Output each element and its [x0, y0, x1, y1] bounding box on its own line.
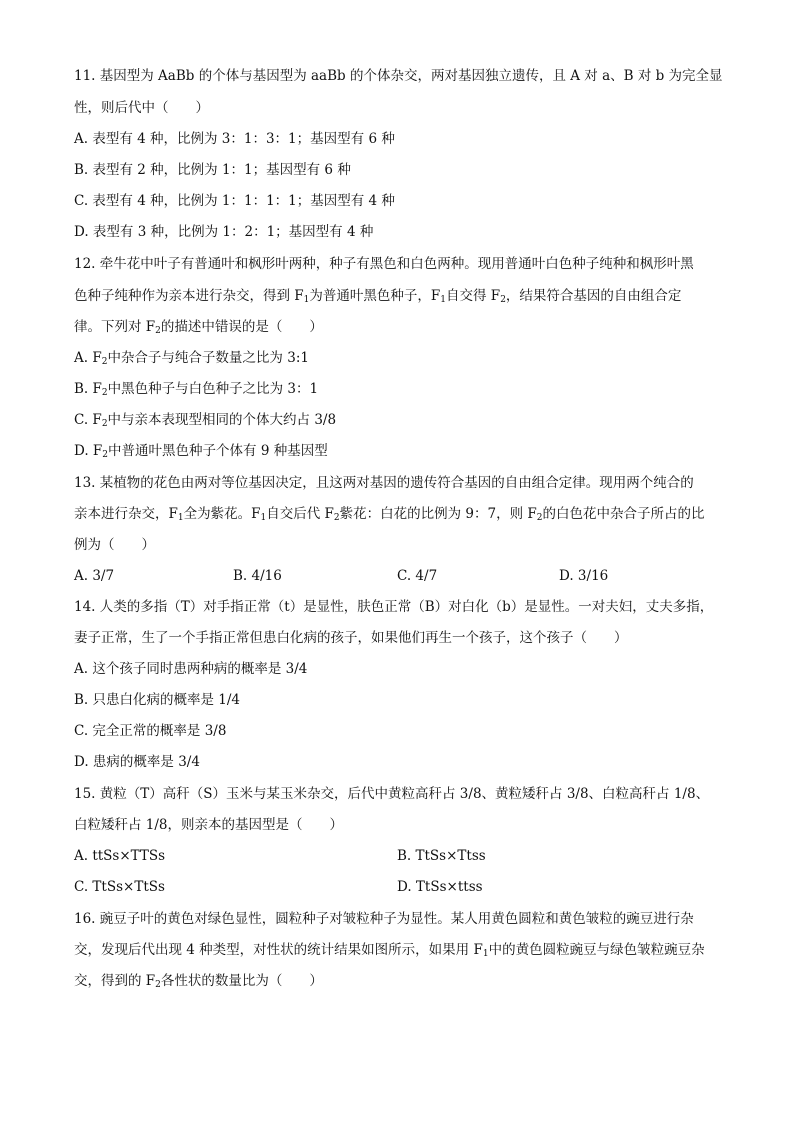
q13-stem-line1: 13. 某植物的花色由两对等位基因决定，且这两对基因的遗传符合基因的自由组合定律。现用两个纯合的: [74, 475, 694, 491]
q15-option-d: D. TtSs×ttss: [397, 879, 483, 895]
q11-option-d: D. 表型有 3 种，比例为 1：2：1；基因型有 4 种: [74, 224, 374, 240]
q13-option-a: A. 3/7: [74, 568, 115, 584]
q14-stem-line1: 14. 人类的多指（T）对手指正常（t）是显性，肤色正常（B）对白化（b）是显性。一对夫妇，丈夫多指，: [74, 599, 714, 615]
q15-option-b: B. TtSs×Ttss: [397, 848, 486, 864]
q14-option-a: A. 这个孩子同时患两种病的概率是 3/4: [74, 661, 308, 677]
q11-option-b: B. 表型有 2 种，比例为 1：1；基因型有 6 种: [74, 162, 351, 178]
q15-stem-line1: 15. 黄粒（T）高秆（S）玉米与某玉米杂交，后代中黄粒高秆占 3/8、黄粒矮秆占 3/8、白粒高秆占 1/8、: [74, 786, 710, 802]
q14-option-d: D. 患病的概率是 3/4: [74, 754, 200, 770]
q11-option-a: A. 表型有 4 种，比例为 3：1：3：1；基因型有 6 种: [74, 131, 395, 147]
q11-stem-line1: 11. 基因型为 AaBb 的个体与基因型为 aaBb 的个体杂交，两对基因独立遗传，且 A 对 a、B 对 b 为完全显: [74, 68, 723, 84]
q15-stem-line2: 白粒矮秆占 1/8，则亲本的基因型是（ ）: [74, 817, 344, 833]
q13-option-b: B. 4/16: [233, 568, 282, 584]
q12-stem-line2: 色种子纯种作为亲本进行杂交，得到 $F_1$为普通叶黑色种子，$F_1$自交得 $F_2$，结果符合基因的自由组合定: [74, 288, 682, 305]
q14-stem-line2: 妻子正常，生了一个手指正常但患白化病的孩子，如果他们再生一个孩子，这个孩子（ ）: [74, 630, 628, 646]
q13-stem-line2: 亲本进行杂交，$F_1$全为紫花。$F_1$自交后代 $F_2$紫花：白花的比例为 9：7，则 $F_2$的白色花中杂合子所占的比: [74, 506, 705, 523]
q16-stem-line2: 交，发现后代出现 4 种类型，对性状的统计结果如图所示，如果用 $F_1$中的黄色圆粒豌豆与绿色皱粒豌豆杂: [74, 942, 705, 959]
q13-option-d: D. 3/16: [559, 568, 609, 584]
q15-option-c: C. TtSs×TtSs: [74, 879, 165, 895]
q12-option-c: C. $F_2$中与亲本表现型相同的个体大约占 3/8: [74, 412, 337, 429]
q11-stem-line2: 性，则后代中（ ）: [74, 100, 209, 116]
q14-option-c: C. 完全正常的概率是 3/8: [74, 723, 227, 739]
q14-option-b: B. 只患白化病的概率是 1/4: [74, 692, 241, 708]
q16-stem-line1: 16. 豌豆子叶的黄色对绿色显性，圆粒种子对皱粒种子为显性。某人用黄色圆粒和黄色皱粒的豌豆进行杂: [74, 911, 694, 927]
q12-option-b: B. $F_2$中黑色种子与白色种子之比为 3：1: [74, 381, 319, 398]
q12-option-d: D. $F_2$中普通叶黑色种子个体有 9 种基因型: [74, 443, 328, 460]
q15-option-a: A. ttSs×TTSs: [74, 848, 166, 864]
q12-stem-line1: 12. 牵牛花中叶子有普通叶和枫形叶两种，种子有黑色和白色两种。现用普通叶白色种子纯种和枫形叶黑: [74, 256, 694, 272]
q11-option-c: C. 表型有 4 种，比例为 1：1：1：1；基因型有 4 种: [74, 193, 395, 209]
q12-option-a: A. $F_2$中杂合子与纯合子数量之比为 3:1: [74, 350, 309, 367]
q12-stem-line3: 律。下列对 $F_2$的描述中错误的是（ ）: [74, 319, 323, 336]
q13-stem-line3: 例为（ ）: [74, 537, 155, 553]
q16-stem-line3: 交，得到的 $F_2$各性状的数量比为（ ）: [74, 973, 323, 990]
q13-option-c: C. 4/7: [397, 568, 438, 584]
